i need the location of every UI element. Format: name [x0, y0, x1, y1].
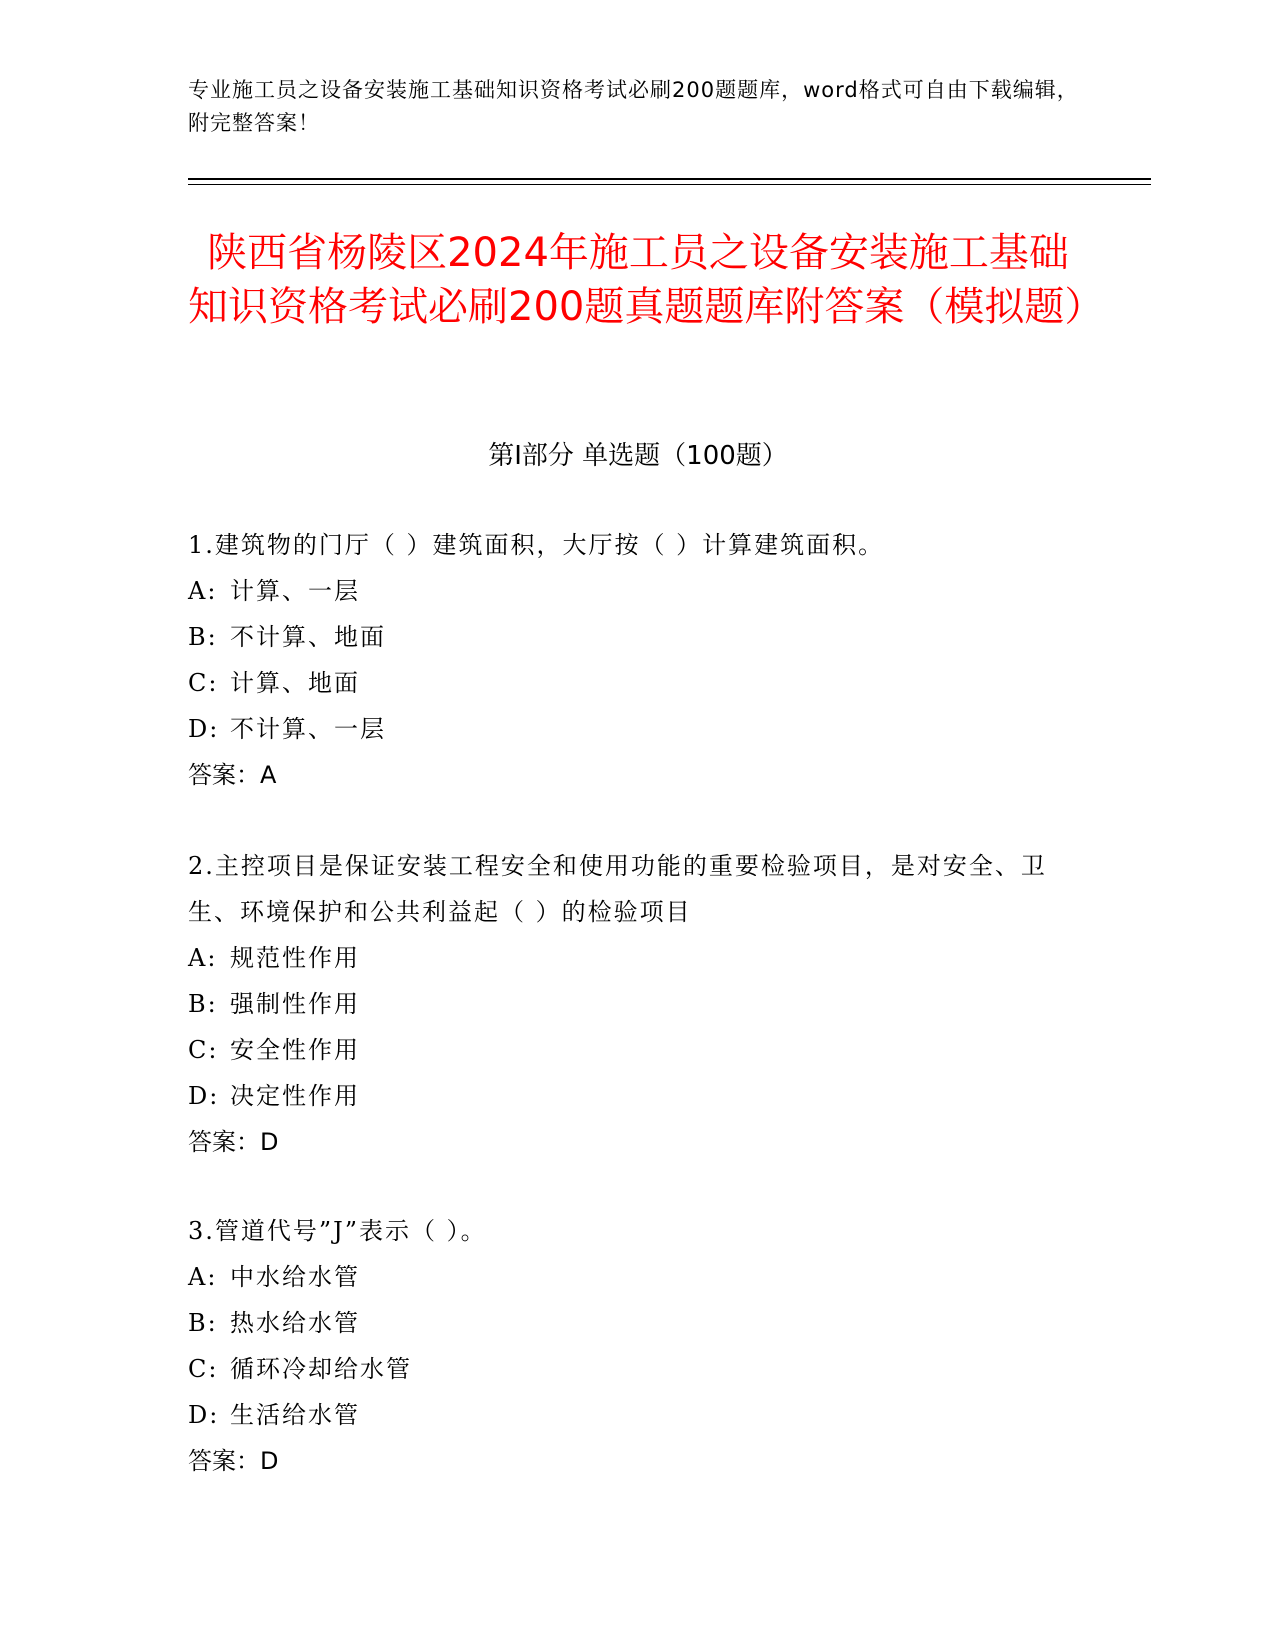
option-text: 中水给水管 [230, 1263, 360, 1291]
option-key: C: [188, 1036, 219, 1064]
option-text: 生活给水管 [230, 1401, 360, 1429]
option-text: 不计算、地面 [230, 623, 386, 651]
option-b [188, 614, 1088, 660]
option-a [188, 1254, 1088, 1300]
question-3 [188, 1208, 1088, 1484]
option-d [188, 1073, 1088, 1119]
option-text: 不计算、一层 [230, 715, 386, 743]
question-text: 3.管道代号”J”表示（ ）。 [188, 1217, 487, 1245]
option-key: B: [188, 1309, 218, 1337]
option-key: C: [188, 1355, 219, 1383]
answer: 答案：A [188, 761, 277, 789]
option-key: B: [188, 990, 218, 1018]
option-text: 决定性作用 [230, 1082, 360, 1110]
option-key: A: [188, 577, 218, 605]
question-text: 1.建筑物的门厅（ ）建筑面积，大厅按（ ）计算建筑面积。 [188, 531, 885, 559]
option-text: 循环冷却给水管 [230, 1355, 412, 1383]
option-text: 热水给水管 [230, 1309, 360, 1337]
option-key: B: [188, 623, 218, 651]
option-key: D: [188, 1082, 220, 1110]
header-rule-thick [188, 178, 1151, 180]
option-text: 规范性作用 [230, 944, 360, 972]
header-rule-thin [188, 184, 1151, 185]
answer: 答案：D [188, 1128, 279, 1156]
document-title: 陕西省杨陵区2024年施工员之设备安装施工基础知识资格考试必刷200题真题题库附答案（模拟题） [188, 230, 1105, 330]
option-c [188, 1027, 1088, 1073]
option-text: 计算、地面 [230, 669, 360, 697]
question-1 [188, 522, 1088, 798]
option-b [188, 981, 1088, 1027]
option-b [188, 1300, 1088, 1346]
question-text: 2.主控项目是保证安装工程安全和使用功能的重要检验项目，是对安全、卫生、环境保护和公共利益起（ ）的检验项目 [188, 852, 1047, 926]
option-a [188, 935, 1088, 981]
option-key: D: [188, 1401, 220, 1429]
header-note: 专业施工员之设备安装施工基础知识资格考试必刷200题题库，word格式可自由下载编辑，附完整答案！ [188, 78, 1079, 135]
option-key: D: [188, 715, 220, 743]
answer: 答案：D [188, 1447, 279, 1475]
option-a [188, 568, 1088, 614]
option-d [188, 706, 1088, 752]
option-text: 计算、一层 [230, 577, 360, 605]
section-title: 第I部分 单选题（100题） [488, 441, 788, 471]
question-2 [188, 843, 1088, 1165]
option-key: A: [188, 1263, 218, 1291]
option-key: C: [188, 669, 219, 697]
option-key: A: [188, 944, 218, 972]
option-c [188, 1346, 1088, 1392]
option-c [188, 660, 1088, 706]
option-text: 安全性作用 [230, 1036, 360, 1064]
option-d [188, 1392, 1088, 1438]
option-text: 强制性作用 [230, 990, 360, 1018]
